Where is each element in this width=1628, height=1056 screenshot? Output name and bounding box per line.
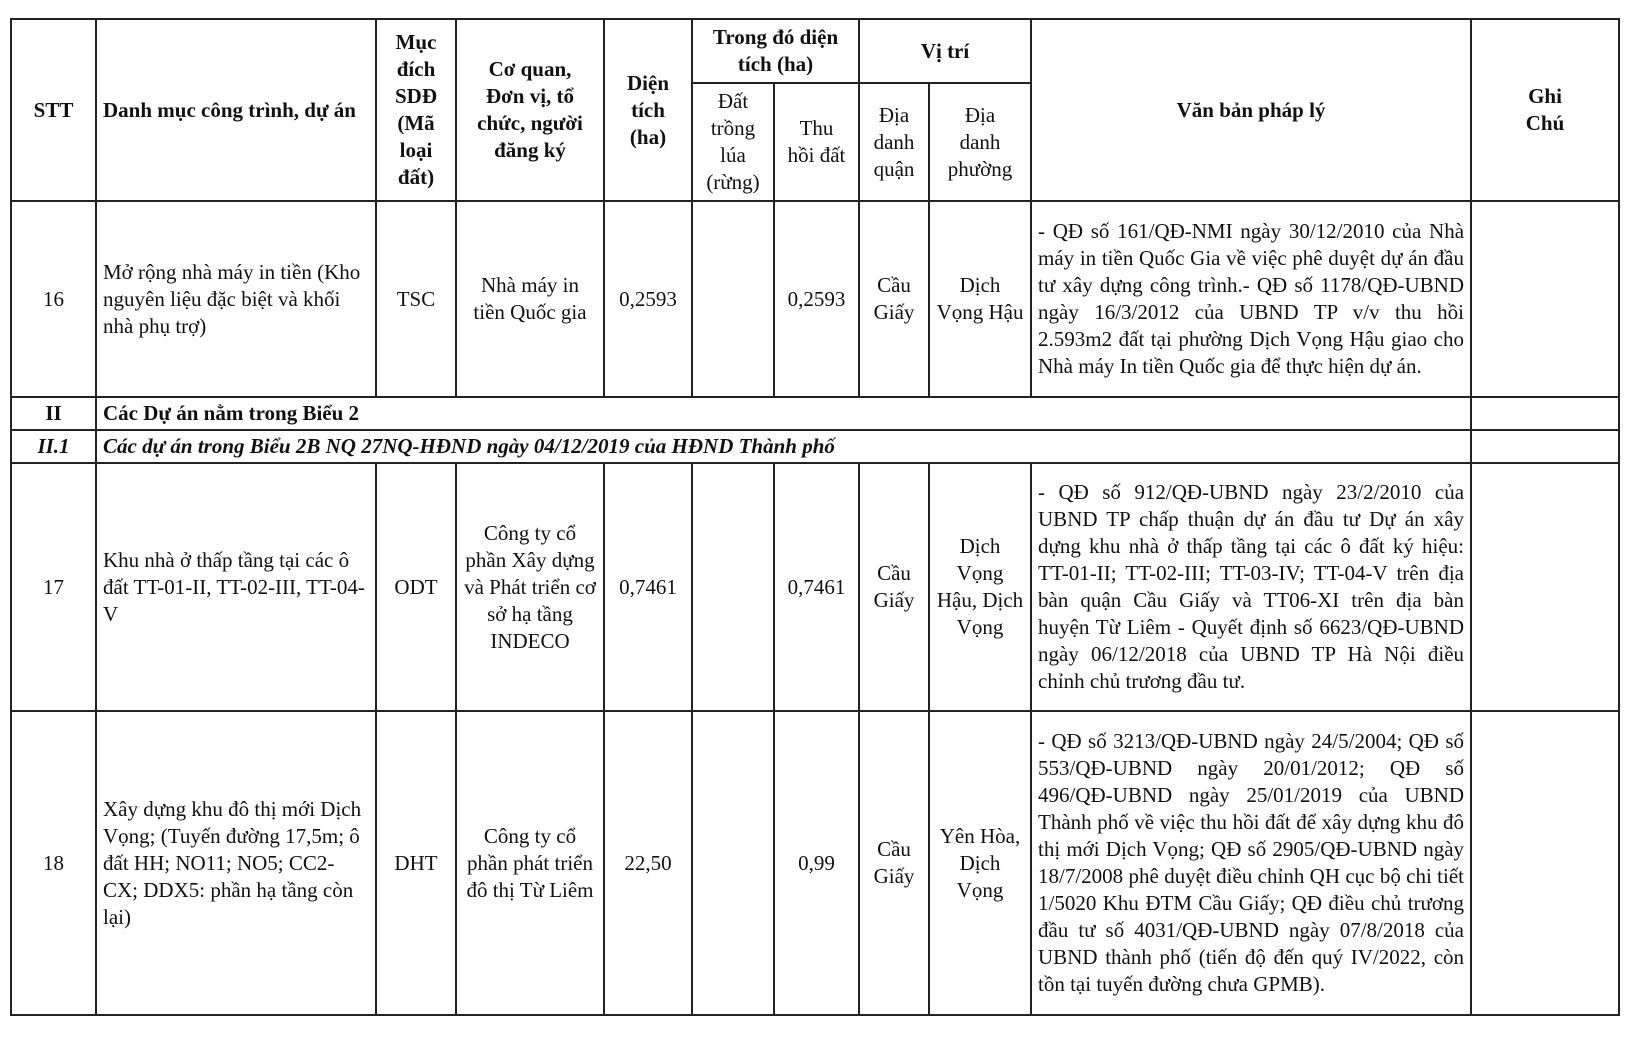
cell-organization: Nhà máy in tiền Quốc gia xyxy=(456,201,604,397)
cell-rice-land xyxy=(692,711,774,1015)
header-dia-danh-phuong-line: phường xyxy=(947,156,1013,181)
cell-land-code: DHT xyxy=(376,711,456,1015)
cell-stt: 17 xyxy=(11,463,96,711)
subsection-stt: II.1 xyxy=(11,430,96,463)
header-dat-trong-lua-line: Đất xyxy=(717,89,749,113)
cell-area: 0,7461 xyxy=(604,463,692,711)
subsection-row xyxy=(11,430,1619,463)
header-dia-danh-phuong xyxy=(929,83,1031,201)
cell-note xyxy=(1471,711,1619,1015)
header-co-quan-line: chức, người xyxy=(477,111,583,135)
cell-district: Cầu Giấy xyxy=(859,201,929,397)
cell-recovered-land: 0,7461 xyxy=(774,463,859,711)
cell-project-name: Xây dựng khu đô thị mới Dịch Vọng; (Tuyến đường 17,5m; ô đất HH; NO11; NO5; CC2-CX; DDX5: phần hạ tầng còn lại) xyxy=(96,711,376,1015)
header-thu-hoi xyxy=(774,83,859,201)
header-muc-dich-line: Mục xyxy=(395,30,437,54)
cell-organization: Công ty cổ phần phát triển đô thị Từ Liêm xyxy=(456,711,604,1015)
header-dia-danh-quan xyxy=(859,83,929,201)
cell-land-code: TSC xyxy=(376,201,456,397)
header-dia-danh-quan-line: quận xyxy=(873,156,915,181)
header-dia-danh-quan-line: Địa xyxy=(878,102,910,127)
cell-ward: Yên Hòa, Dịch Vọng xyxy=(929,711,1031,1015)
header-vi-tri: Vị trí xyxy=(859,19,1031,83)
header-co-quan-line: Đơn vị, tổ xyxy=(485,84,575,108)
cell-note xyxy=(1471,397,1619,430)
cell-stt: 18 xyxy=(11,711,96,1015)
header-muc-dich-line: đích xyxy=(396,57,436,81)
cell-district: Cầu Giấy xyxy=(859,463,929,711)
cell-area: 22,50 xyxy=(604,711,692,1015)
header-dat-trong-lua-line: lúa xyxy=(720,143,746,167)
header-muc-dich xyxy=(376,19,456,201)
header-dia-danh-phuong-line: danh xyxy=(959,129,1001,154)
header-ghi-chu-line: Chú xyxy=(1525,111,1565,135)
section-row xyxy=(11,397,1619,430)
header-muc-dich-line: loại xyxy=(399,138,433,162)
cell-project-name: Mở rộng nhà máy in tiền (Kho nguyên liệu đặc biệt và khối nhà phụ trợ) xyxy=(96,201,376,397)
header-dia-danh-phuong-line: Địa xyxy=(964,102,996,127)
header-co-quan xyxy=(456,19,604,201)
table-row xyxy=(11,463,1619,711)
header-dien-tich-line: (ha) xyxy=(629,124,667,149)
header-muc-dich-line: (Mã xyxy=(397,111,435,135)
cell-area: 0,2593 xyxy=(604,201,692,397)
cell-district: Cầu Giấy xyxy=(859,711,929,1015)
cell-rice-land xyxy=(692,201,774,397)
cell-ward: Dịch Vọng Hậu xyxy=(929,201,1031,397)
header-danh-muc: Danh mục công trình, dự án xyxy=(96,19,376,201)
cell-land-code: ODT xyxy=(376,463,456,711)
header-ghi-chu xyxy=(1471,19,1619,201)
header-thu-hoi-line: hồi đất xyxy=(787,143,846,167)
header-thu-hoi-line: Thu xyxy=(799,116,834,140)
header-dat-trong-lua xyxy=(692,83,774,201)
section-title: Các Dự án nằm trong Biểu 2 xyxy=(96,397,1471,430)
header-dia-danh-quan-line: danh xyxy=(873,129,915,154)
cell-stt: 16 xyxy=(11,201,96,397)
cell-note xyxy=(1471,463,1619,711)
cell-rice-land xyxy=(692,463,774,711)
header-muc-dich-line: SDĐ xyxy=(394,84,437,108)
cell-recovered-land: 0,2593 xyxy=(774,201,859,397)
cell-ward: Dịch Vọng Hậu, Dịch Vọng xyxy=(929,463,1031,711)
table-row xyxy=(11,201,1619,397)
header-ghi-chu-line: Ghi xyxy=(1528,84,1562,108)
header-dien-tich-line: tích xyxy=(631,97,665,122)
section-stt: II xyxy=(11,397,96,430)
cell-legal-docs: - QĐ số 161/QĐ-NMI ngày 30/12/2010 của Nhà máy in tiền Quốc Gia về việc phê duyệt dự án đầu tư xây dựng công trình.- QĐ số 1178/QĐ-UBND ngày 16/3/2012 của UBND TP v/v thu hồi 2.593m2 đất tại phường Dịch Vọng Hậu giao cho Nhà máy In tiền Quốc gia để thực hiện dự án. xyxy=(1031,201,1471,397)
header-trong-do: Trong đó diện tích (ha) xyxy=(692,19,859,83)
header-co-quan-line: Cơ quan, xyxy=(488,57,572,81)
subsection-title: Các dự án trong Biểu 2B NQ 27NQ-HĐND ngày 04/12/2019 của HĐND Thành phố xyxy=(96,430,1471,463)
header-muc-dich-line: đất) xyxy=(397,165,435,189)
cell-recovered-land: 0,99 xyxy=(774,711,859,1015)
header-van-ban: Văn bản pháp lý xyxy=(1031,19,1471,201)
table-row xyxy=(11,711,1619,1015)
cell-note xyxy=(1471,201,1619,397)
header-dien-tich-line: Diện xyxy=(627,70,669,95)
cell-project-name: Khu nhà ở thấp tầng tại các ô đất TT-01-II, TT-02-III, TT-04-V xyxy=(96,463,376,711)
land-use-table xyxy=(10,18,1620,1016)
header-dien-tich xyxy=(604,19,692,201)
cell-legal-docs: - QĐ số 912/QĐ-UBND ngày 23/2/2010 của UBND TP chấp thuận dự án đầu tư Dự án xây dựng khu nhà ở thấp tầng tại các ô đất ký hiệu: TT-01-II; TT-02-III; TT-03-IV; TT-04-V trên địa bàn quận Cầu Giấy và TT06-XI trên địa bàn huyện Từ Liêm - Quyết định số 6623/QĐ-UBND ngày 06/12/2018 của UBND TP Hà Nội điều chỉnh chủ trương đầu tư. xyxy=(1031,463,1471,711)
cell-note xyxy=(1471,430,1619,463)
header-stt: STT xyxy=(11,19,96,201)
header-dat-trong-lua-line: trồng xyxy=(710,116,756,140)
header-co-quan-line: đăng ký xyxy=(494,138,566,162)
cell-legal-docs: - QĐ số 3213/QĐ-UBND ngày 24/5/2004; QĐ số 553/QĐ-UBND ngày 20/01/2012; QĐ số 496/QĐ-UBND ngày 25/01/2019 của UBND Thành phố về việc thu hồi đất để xây dựng khu đô thị mới Dịch Vọng; QĐ số 2905/QĐ-UBND ngày 18/7/2008 phê duyệt điều chỉnh QH cục bộ chi tiết 1/5020 Khu ĐTM Cầu Giấy; QĐ điều chủ trương đầu tư số 4031/QĐ-UBND ngày 07/8/2018 của UBND thành phố (tiến độ đến quý IV/2022, còn tồn tại tuyến đường chưa GPMB). xyxy=(1031,711,1471,1015)
header-dat-trong-lua-line: (rừng) xyxy=(706,170,760,194)
cell-organization: Công ty cổ phần Xây dựng và Phát triển cơ sở hạ tầng INDECO xyxy=(456,463,604,711)
